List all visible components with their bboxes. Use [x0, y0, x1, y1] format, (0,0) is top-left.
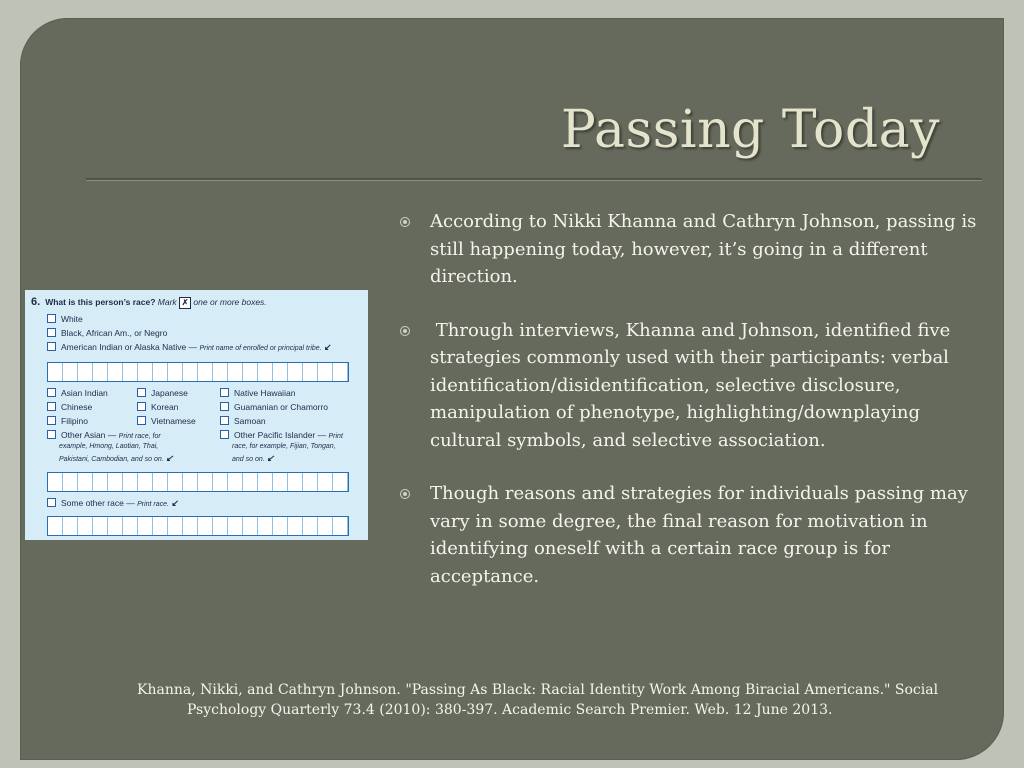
checkbox-icon	[47, 388, 56, 397]
bullet-circle-icon	[400, 489, 410, 499]
checkbox-icon	[220, 430, 229, 439]
slide-title: Passing Today	[560, 100, 940, 160]
marked-box-icon: ✗	[179, 297, 191, 309]
checkbox-icon	[47, 416, 56, 425]
checkbox-icon	[137, 402, 146, 411]
checkbox-icon	[137, 388, 146, 397]
write-in-box	[47, 362, 349, 382]
checkbox-icon	[47, 402, 56, 411]
bullet-circle-icon	[400, 326, 410, 336]
census-option: Native Hawaiian	[220, 388, 295, 398]
checkbox-icon	[47, 430, 56, 439]
bullet-circle-icon	[400, 217, 410, 227]
checkbox-icon	[137, 416, 146, 425]
census-option: Asian Indian	[47, 388, 108, 398]
census-option: White	[47, 314, 83, 324]
bullet-text: Through interviews, Khanna and Johnson, identified five strategies commonly used with their participants: verbal identification/disidentification, selective disclosure, manipulation of phenotype, highlighting/downplaying cultural symbols, and selective association.	[430, 319, 957, 451]
checkbox-icon	[220, 402, 229, 411]
census-form-image	[25, 290, 368, 540]
bullet-item	[398, 208, 978, 291]
title-divider	[86, 178, 982, 181]
census-note: race, for example, Fijian, Tongan,	[232, 443, 336, 450]
census-option: Guamanian or Chamorro	[220, 402, 328, 412]
checkbox-icon	[47, 342, 56, 351]
census-option: Japanese	[137, 388, 188, 398]
census-option: Korean	[137, 402, 178, 412]
bullet-item	[398, 317, 978, 455]
census-option: Other Asian — Print race, for	[47, 430, 161, 442]
checkbox-icon	[220, 416, 229, 425]
citation: Khanna, Nikki, and Cathryn Johnson. "Passing As Black: Racial Identity Work Among Biracial Americans." Social Psychology Quarterly 73.4 (2010): 380-397. Academic Search Premier. Web. 12 June 2013.	[137, 682, 939, 718]
census-option: Vietnamese	[137, 416, 196, 426]
census-note: Pakistani, Cambodian, and so on. ↙	[59, 453, 174, 463]
checkbox-icon	[47, 314, 56, 323]
census-option: Some other race — Print race. ↙	[47, 498, 179, 510]
write-in-box	[47, 516, 349, 536]
bullet-text: According to Nikki Khanna and Cathryn Johnson, passing is still happening today, however, it’s going in a different direction.	[430, 211, 977, 287]
census-question: 6. What is this person’s race? Mark ✗ one or more boxes.	[31, 296, 267, 308]
census-option: Samoan	[220, 416, 266, 426]
write-in-box	[47, 472, 349, 492]
bullet-item	[398, 480, 978, 590]
census-note: example, Hmong, Laotian, Thai,	[59, 443, 159, 450]
bullet-list	[398, 208, 978, 616]
census-option: Filipino	[47, 416, 88, 426]
census-option: Black, African Am., or Negro	[47, 328, 167, 338]
bullet-text: Though reasons and strategies for individuals passing may vary in some degree, the final reason for motivation in identifying oneself with a certain race group is for acceptance.	[430, 483, 968, 587]
checkbox-icon	[47, 328, 56, 337]
census-option: Other Pacific Islander — Print	[220, 430, 343, 442]
census-note: and so on. ↙	[232, 453, 275, 463]
checkbox-icon	[220, 388, 229, 397]
checkbox-icon	[47, 498, 56, 507]
census-option: American Indian or Alaska Native — Print name of enrolled or principal tribe. ↙	[47, 342, 332, 354]
census-option: Chinese	[47, 402, 92, 412]
